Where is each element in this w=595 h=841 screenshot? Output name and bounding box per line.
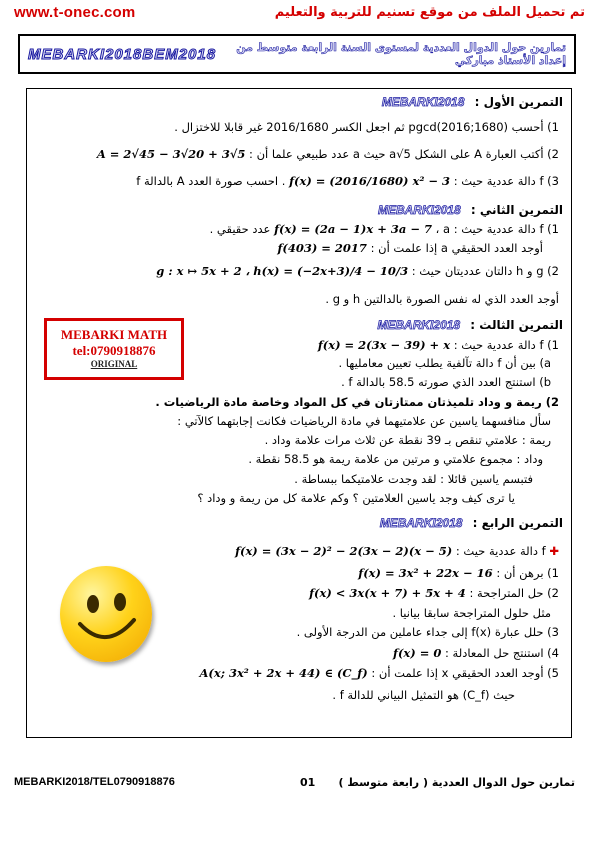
cross-bullet-icon: ✚ bbox=[549, 544, 559, 558]
ex4-line-8: حيث (C_f) هو التمثيل البياني للدالة f . bbox=[332, 688, 515, 702]
ex4-line-5: 3) حلل عبارة f(x) إلى جداء عاملين من الدرجة الأولى . bbox=[296, 625, 559, 639]
ex2-line-2-math: f(403) = 2017 bbox=[277, 241, 367, 255]
exercise-1-title bbox=[382, 95, 563, 109]
ex4-line-7-text: 5) أوجد العدد الحقيقي x إذا علمت أن : bbox=[371, 666, 559, 680]
ex4-line-4: مثل حلول المتراجحة سابقا بيانيا . bbox=[392, 606, 551, 620]
ex4-line-3 bbox=[309, 586, 559, 600]
exercise-tag: MEBARKI2018 bbox=[377, 203, 461, 217]
ex2-line-1-math: f(x) = (2a − 1)x + 3a − 7 bbox=[274, 222, 432, 236]
ex1-line-2-math: A = 2√45 − 3√20 + 3√5 bbox=[96, 147, 246, 161]
exercise-2-title bbox=[378, 203, 563, 217]
ex2-line-1-text: 1) f دالة عددية حيث : bbox=[453, 222, 559, 236]
exercise-tag: MEBARKI2018 bbox=[379, 516, 463, 530]
footer-title: تمارين حول الدوال العددية ( رابعة متوسط ) bbox=[338, 776, 575, 789]
ex4-line-2 bbox=[358, 566, 559, 580]
stamp-phone: tel:0790918876 bbox=[72, 343, 156, 358]
ex3-line-b: b) استنتج العدد الذي صورته 58.5 بالدالة f . bbox=[341, 375, 551, 389]
exercise-4-title bbox=[380, 516, 563, 530]
ex3-line-3: سأل منافسهما ياسين عن علامتيهما في مادة الرياضيات فكانت إجابتهما كالآتي : bbox=[177, 414, 551, 428]
ex3-line-1-text: 1) f دالة عددية حيث : bbox=[453, 338, 559, 352]
exercise-tag: MEBARKI2018 bbox=[377, 318, 461, 332]
ex4-line-6 bbox=[393, 646, 559, 660]
ex4-line-1-text: f دالة عددية حيث : bbox=[455, 544, 546, 558]
ex1-line-3-math: f(x) = (2016/1680) x² − 3 bbox=[289, 174, 451, 188]
smiley-face-icon bbox=[60, 566, 152, 662]
ex3-line-4: ريمة : علامتي تنقص بـ 39 نقطة عن ثلاث مرات علامة وداد . bbox=[264, 433, 551, 447]
ex2-line-1 bbox=[210, 222, 559, 236]
ex2-line-4: أوجد العدد الذي له نفس الصورة بالدالتين h و g . bbox=[325, 292, 559, 306]
ex3-line-6: فتبسم ياسين قائلا : لقد وجدت علامتيكما ببساطة . bbox=[294, 472, 533, 486]
ex4-line-1 bbox=[235, 544, 559, 558]
title-banner bbox=[18, 34, 576, 74]
stamp-name: MEBARKI MATH bbox=[60, 327, 168, 342]
ex1-line-2-text: 2) أكتب العبارة A على الشكل a√5 حيث a عدد طبيعي علما أن : bbox=[249, 147, 559, 161]
ex4-line-3-math: f(x) < 3x(x + 7) + 5x + 4 bbox=[309, 586, 466, 600]
ex2-line-1-tail: ، a عدد حقيقي . bbox=[209, 222, 451, 236]
exercise-3-label: التمرين الثالث : bbox=[470, 318, 563, 332]
download-notice: تم تحميل الملف من موقع تسنيم للتربية والتعليم bbox=[274, 5, 585, 20]
banner-title: تمارين حول الدوال العددية لمستوى السنة الرابعة متوسط من إعداد الأستاذ مباركي bbox=[236, 41, 566, 67]
ex3-line-7: يا ترى كيف وجد ياسين العلامتين ؟ وكم علامة كل من ريمة و وداد ؟ bbox=[197, 491, 515, 505]
ex2-line-3 bbox=[156, 264, 559, 278]
page-number: 01 bbox=[300, 776, 316, 789]
author-stamp bbox=[44, 318, 184, 380]
ex1-line-1: 1) أحسب pgcd(2016;1680) ثم اجعل الكسر 2016/1680 غير قابلا للاختزال . bbox=[174, 120, 559, 134]
ex4-line-7 bbox=[199, 666, 559, 680]
exercise-3-title bbox=[377, 318, 563, 332]
ex4-line-3-text: 2) حل المتراجحة : bbox=[469, 586, 559, 600]
ex1-line-3-tail: . احسب صورة العدد A بالدالة f bbox=[136, 174, 286, 188]
ex3-line-2: 2) ريمة و وداد تلميذتان ممتازتان في كل المواد وخاصة مادة الرياضيات . bbox=[155, 395, 559, 409]
ex1-line-3-text: 3) f دالة عددية حيث : bbox=[453, 174, 559, 188]
ex3-line-1-math: f(x) = 2(3x − 39) + x bbox=[317, 338, 451, 352]
ex4-line-1-math: f(x) = (3x − 2)² − 2(3x − 2)(x − 5) bbox=[235, 544, 453, 558]
ex2-line-3-text: 2) g و h دالتان عدديتان حيث : bbox=[411, 264, 559, 278]
ex4-line-2-text: 1) برهن أن : bbox=[496, 566, 559, 580]
exercise-4-label: التمرين الرابع : bbox=[472, 516, 563, 530]
ex3-line-5: وداد : مجموع علامتي و مرتين من علامة ريمة هو 58.5 نقطة . bbox=[248, 452, 543, 466]
stamp-original: ORIGINAL bbox=[90, 359, 138, 369]
ex4-line-6-math: f(x) = 0 bbox=[393, 646, 442, 660]
ex1-line-3 bbox=[136, 174, 559, 188]
ex4-line-6-text: 4) استنتج حل المعادلة : bbox=[445, 646, 559, 660]
ex2-line-2-text: أوجد العدد الحقيقي a إذا علمت أن : bbox=[370, 241, 543, 255]
ex4-line-2-math: f(x) = 3x² + 22x − 16 bbox=[358, 566, 493, 580]
ex3-line-1 bbox=[318, 338, 559, 352]
ex1-line-2 bbox=[97, 147, 559, 161]
ex2-line-3-math: g : x ↦ 5x + 2 ، h(x) = (−2x+3)/4 − 10/3 bbox=[156, 264, 409, 278]
exercise-1-label: التمرين الأول : bbox=[474, 95, 563, 109]
smiley-icon bbox=[60, 566, 152, 662]
ex2-line-2 bbox=[277, 241, 543, 255]
site-url[interactable]: www.t-onec.com bbox=[14, 4, 136, 21]
exercise-2-label: التمرين الثاني : bbox=[470, 203, 563, 217]
exercise-tag: MEBARKI2018 bbox=[381, 95, 465, 109]
ex3-line-a: a) بين أن f دالة تآلفية يطلب تعيين معامليها . bbox=[338, 356, 551, 370]
ex4-line-7-math: A(x; 3x² + 2x + 44) ∈ (C_f) bbox=[199, 666, 368, 680]
banner-brand: MEBARKI2018BEM2018 bbox=[28, 45, 217, 63]
footer-author: MEBARKI2018/TEL0790918876 bbox=[14, 776, 175, 788]
